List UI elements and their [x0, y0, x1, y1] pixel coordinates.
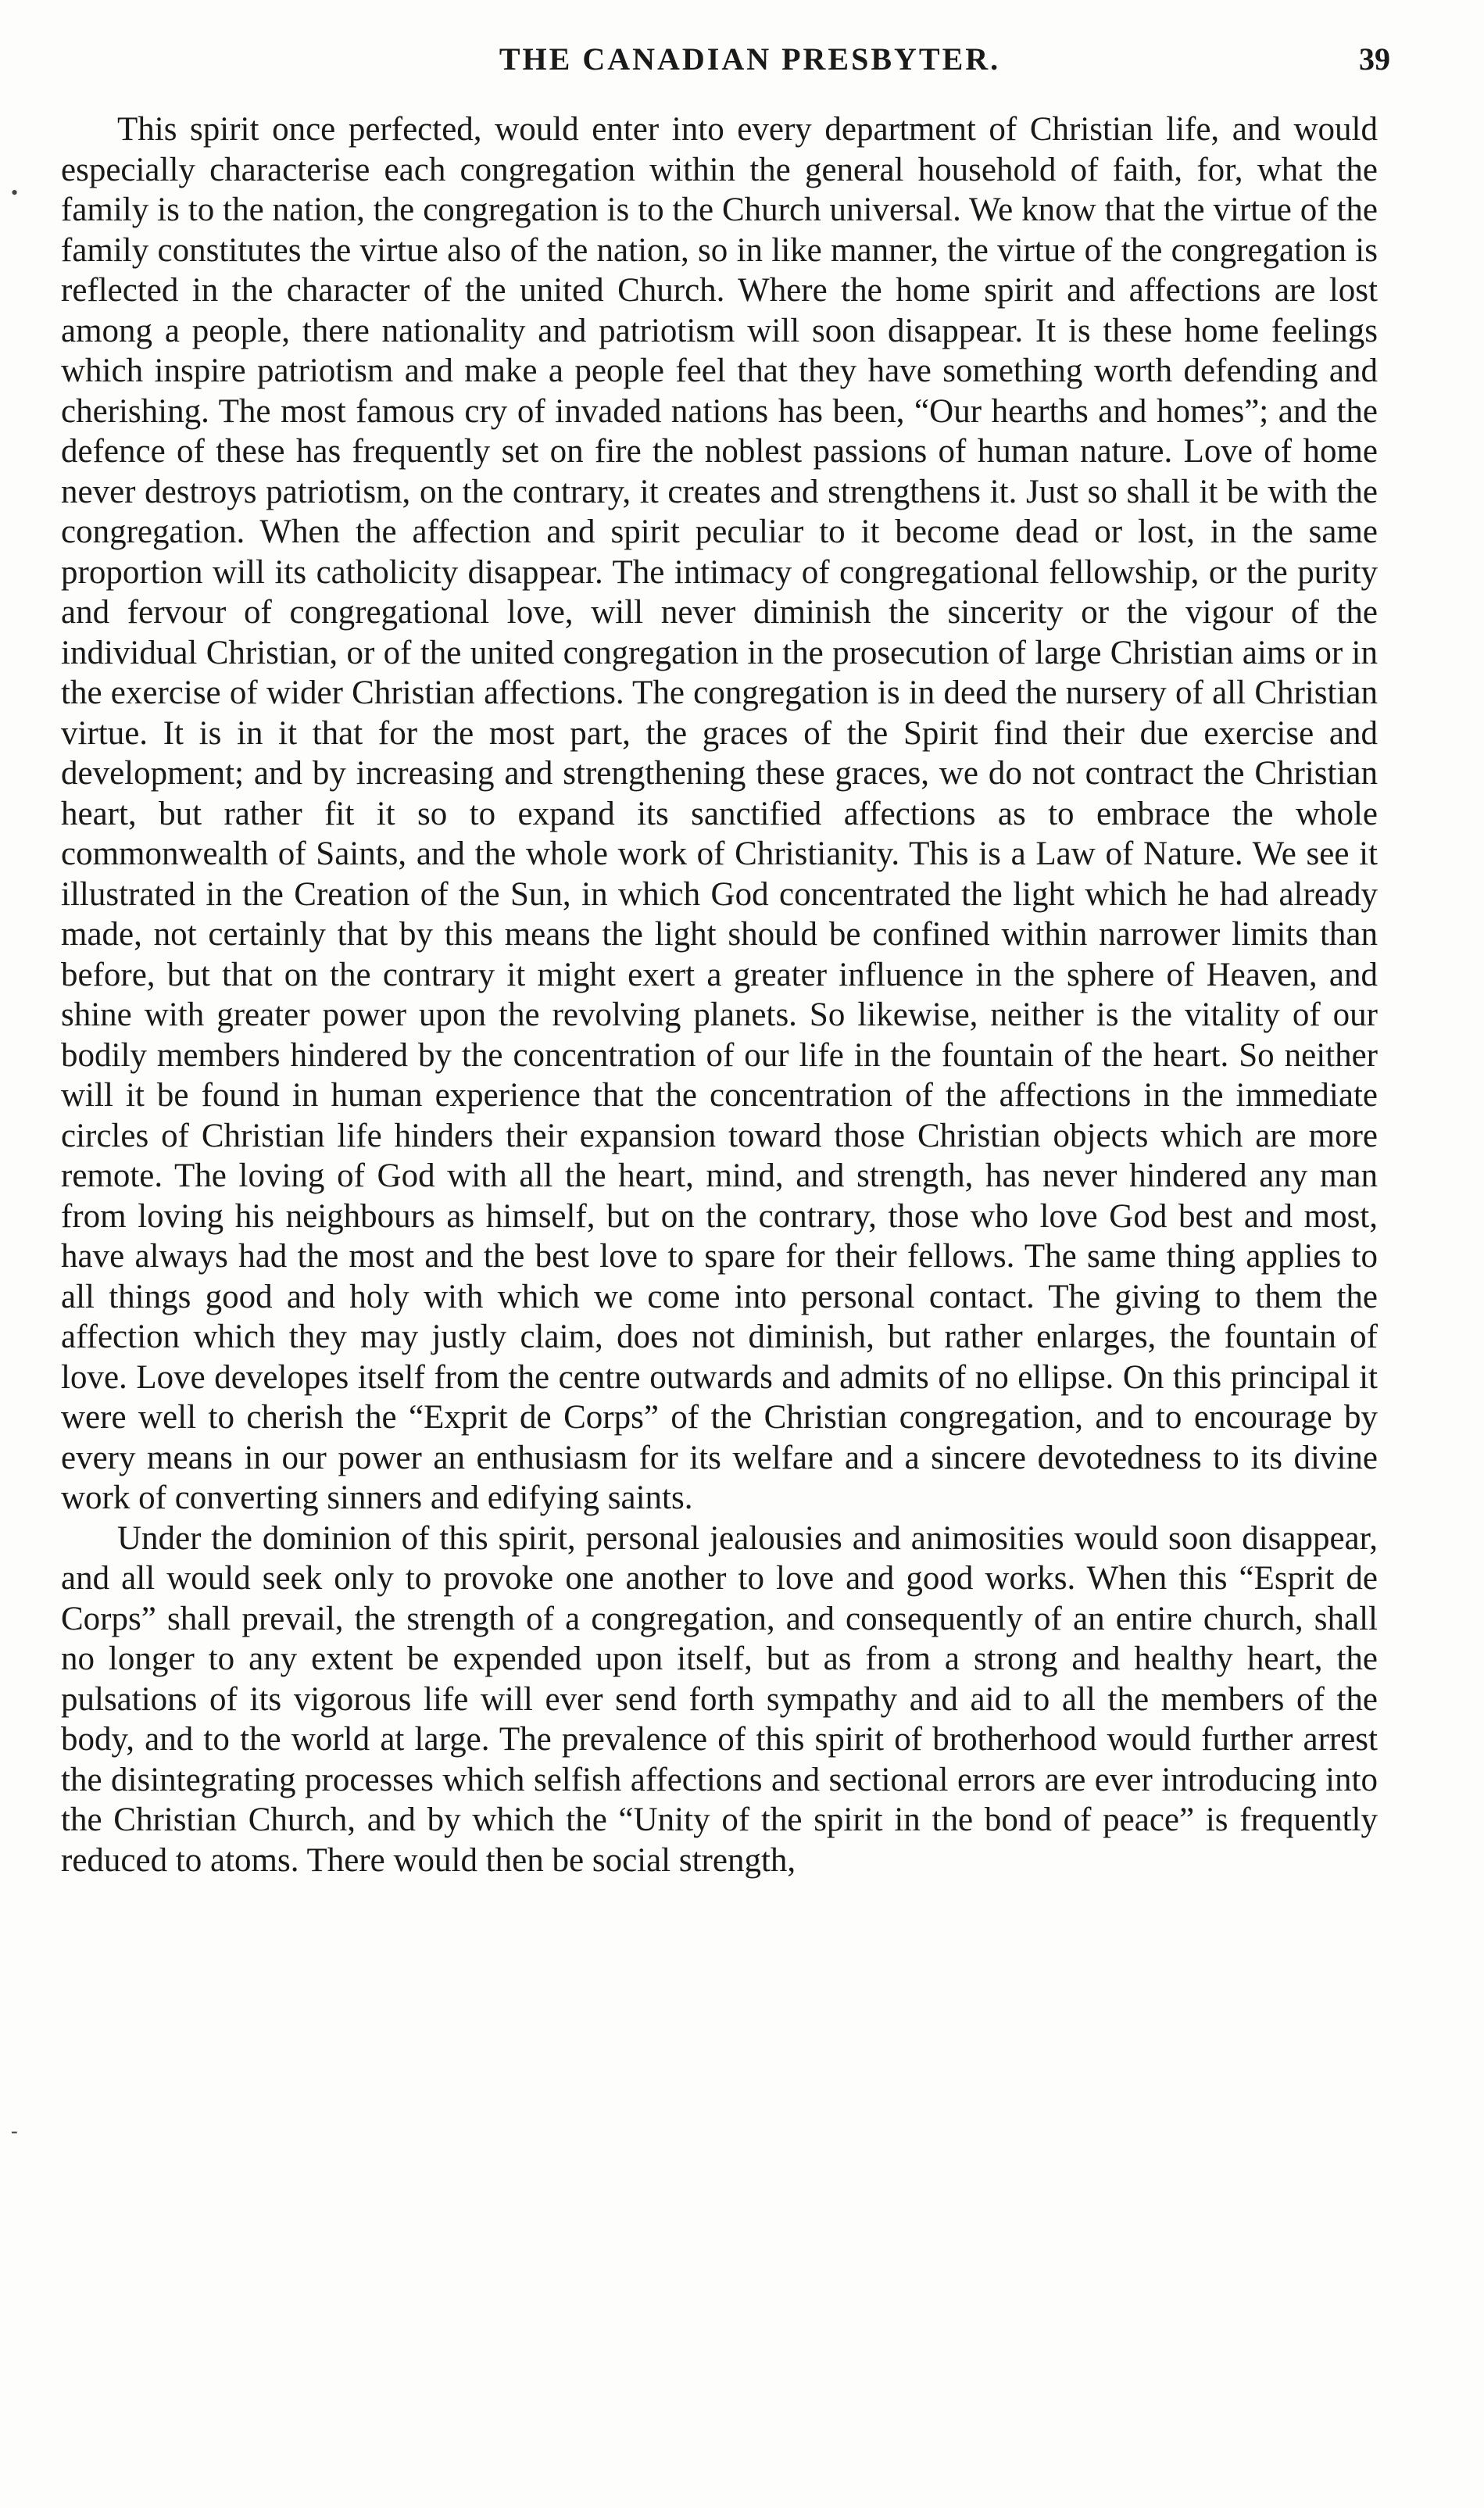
margin-mark-upper: •	[11, 181, 19, 204]
paragraph-1: This spirit once perfected, would enter into every department of Christian life, and would especially characterise each congregation within the general household of faith, for, what the family is to the nation, the congregation is to the Church universal. We know that the virtue of the family constitutes the virtue also of the nation, so in like manner, the virtue of the congregation is reflected in the character of the united Church. Where the home spirit and affections are lost among a people, there nationality and patriotism will soon disappear. It is these home feelings which inspire patriotism and make a people feel that they have something worth defending and cherishing. The most famous cry of invaded nations has been, “Our hearths and homes”; and the defence of these has frequently set on fire the noblest passions of human nature. Love of home never destroys patriotism, on the contrary, it creates and strengthens it. Just so shall it be with the congregation. When the affection and spirit peculiar to it become dead or lost, in the same proportion will its catholicity disappear. The intimacy of congregational fellowship, or the purity and fervour of congregational love, will never diminish the sincerity or the vigour of the individual Christian, or of the united congregation in the prosecution of large Christian aims or in the exercise of wider Christian affections. The congregation is in deed the nursery of all Christian virtue. It is in it that for the most part, the graces of the Spirit find their due exercise and development; and by increasing and strengthening these graces, we do not contract the Christian heart, but rather fit it so to expand its sanctified affections as to embrace the whole commonwealth of Saints, and the whole work of Christianity. This is a Law of Nature. We see it illustrated in the Creation of the Sun, in which God concentrated the light which he had already made, not certainly that by this means the light should be confined within narrower limits than before, but that on the contrary it might exert a greater influence in the sphere of Heaven, and shine with greater power upon the revolving planets. So likewise, neither is the vitality of our bodily members hindered by the concentration of our life in the fountain of the heart. So neither will it be found in human experience that the concentration of the affections in the immediate circles of Christian life hinders their expansion toward those Christian objects which are more remote. The loving of God with all the heart, mind, and strength, has never hindered any man from loving his neighbours as himself, but on the contrary, those who love God best and most, have always had the most and the best love to spare for their fellows. The same thing applies to all things good and holy with which we come into personal contact. The giving to them the affection which they may justly claim, does not diminish, but rather enlarges, the fountain of love. Love developes itself from the centre outwards and admits of no ellipse. On this principal it were well to cherish the “Exprit de Corps” of the Christian congregation, and to encourage by every means in our power an enthusiasm for its welfare and a sincere devotedness to its divine work of converting sinners and edifying saints.	[61, 111, 1378, 1516]
page-header	[102, 41, 1398, 88]
margin-mark-lower: -	[11, 2120, 18, 2142]
paragraph-2: Under the dominion of this spirit, personal jealousies and animosities would soon disappear, and all would seek only to provoke one another to love and good works. When this “Esprit de Corps” shall prevail, the strength of a congregation, and consequently of an entire church, shall no longer to any extent be expended upon itself, but as from a strong and healthy heart, the pulsations of its vigorous life will ever send forth sympathy and aid to all the members of the body, and to the world at large. The prevalence of this spirit of brotherhood would further arrest the disintegrating processes which selfish affections and sectional errors are ever introducing into the Christian Church, and by which the “Unity of the spirit in the bond of peace” is frequently reduced to atoms. There would then be social strength,	[61, 1519, 1378, 1879]
running-title: THE CANADIAN PRESBYTER.	[499, 41, 1001, 77]
article-body	[61, 109, 1378, 1880]
page-number: 39	[1359, 41, 1390, 77]
